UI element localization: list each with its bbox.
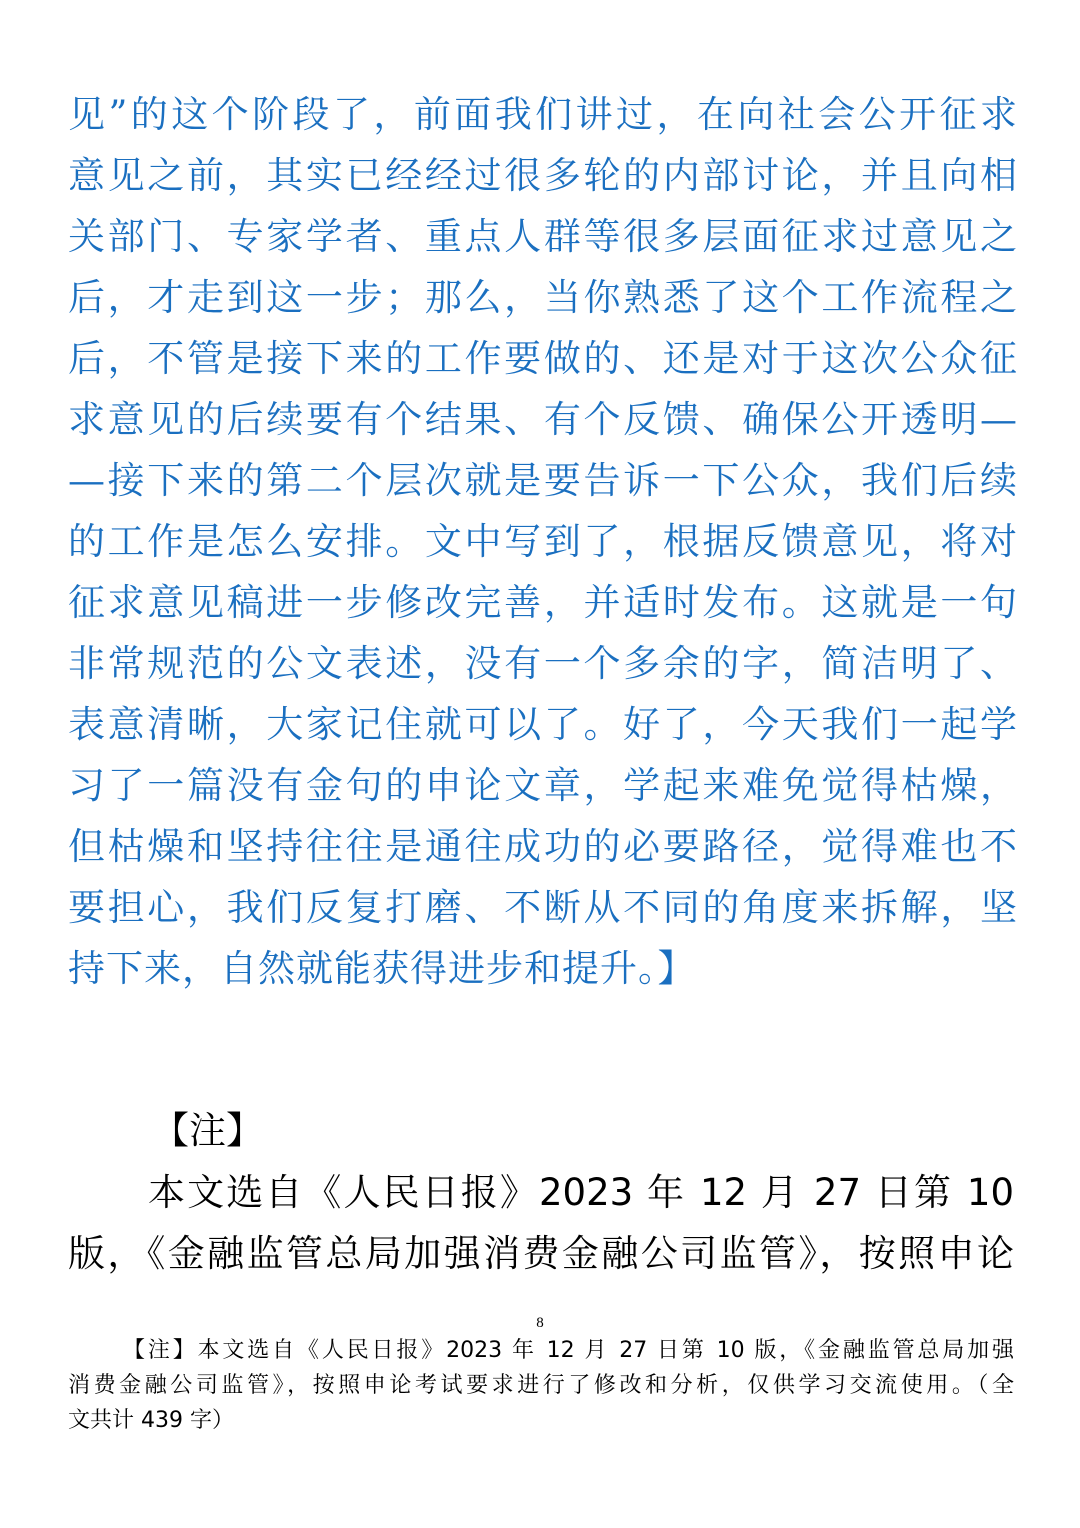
commentary-line: 见”的这个阶段了，前面我们讲过，在向社会公开征求 — [68, 93, 1018, 136]
page-number: 8 — [536, 1315, 544, 1331]
commentary-line: 征求意见稿进一步修改完善，并适时发布。这就是一句 — [68, 581, 1018, 624]
commentary-line: 习了一篇没有金句的申论文章，学起来难免觉得枯燥， — [68, 764, 1018, 807]
commentary-line: 要担心，我们反复打磨、不断从不同的角度来拆解，坚 — [68, 886, 1018, 929]
note-paragraph — [68, 1162, 1014, 1284]
commentary-line: 后，不管是接下来的工作要做的、还是对于这次公众征 — [68, 337, 1018, 380]
footnote-line: 文共计 439 字） — [68, 1408, 234, 1433]
commentary-line: 关部门、专家学者、重点人群等很多层面征求过意见之 — [68, 215, 1018, 258]
commentary-line: 求意见的后续要有个结果、有个反馈、确保公开透明— — [68, 398, 1018, 441]
annotation-commentary — [68, 84, 1018, 999]
note-line: 本文选自《人民日报》2023 年 12 月 27 日第 10 — [148, 1171, 1014, 1214]
commentary-line: —接下来的第二个层次就是要告诉一下公众，我们后续 — [68, 459, 1018, 502]
note-heading: 【注】 — [152, 1109, 263, 1152]
footnote — [68, 1333, 1014, 1438]
commentary-line: 非常规范的公文表述，没有一个多余的字，简洁明了、 — [68, 642, 1018, 685]
footnote-line: 【注】本文选自《人民日报》2023 年 12 月 27 日第 10 版，《金融监管总局加强 — [123, 1338, 1014, 1363]
commentary-line: 但枯燥和坚持往往是通往成功的必要路径，觉得难也不 — [68, 825, 1018, 868]
commentary-line: 后，才走到这一步；那么，当你熟悉了这个工作流程之 — [68, 276, 1018, 319]
footnote-line: 消费金融公司监管》，按照申论考试要求进行了修改和分析，仅供学习交流使用。（全 — [68, 1373, 1014, 1398]
commentary-line: 表意清晰，大家记住就可以了。好了，今天我们一起学 — [68, 703, 1018, 746]
commentary-line: 持下来，自然就能获得进步和提升。】 — [68, 947, 696, 990]
note-line: 版，《金融监管总局加强消费金融公司监管》，按照申论 — [68, 1232, 1014, 1275]
commentary-line: 意见之前，其实已经经过很多轮的内部讨论，并且向相 — [68, 154, 1018, 197]
commentary-line: 的工作是怎么安排。文中写到了，根据反馈意见，将对 — [68, 520, 1018, 563]
